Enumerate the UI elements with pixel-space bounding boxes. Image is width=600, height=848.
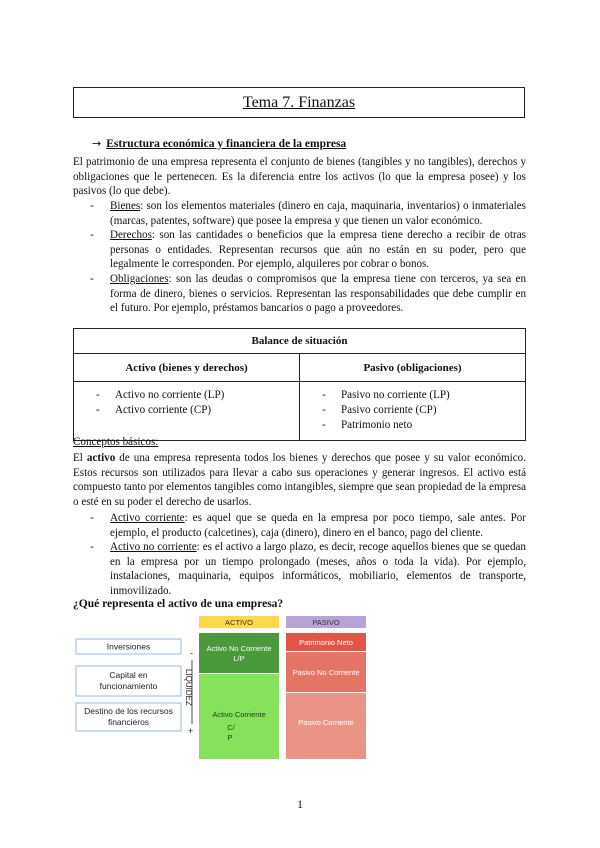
definition-text: quedan en la empresa por un tiempo prolongado (meses, años o toda la vida). Por bbox=[110, 541, 526, 568]
definition-text: que legalmente le corresponden. Por ejemplo, alquileres por cobrar o bonos. bbox=[110, 243, 526, 271]
balance-table bbox=[73, 328, 526, 441]
destino-label: financieros bbox=[107, 717, 150, 727]
cell-text: Pasivo corriente (CP) bbox=[341, 404, 437, 416]
pasivo-corriente-label: Pasivo Corriente bbox=[298, 718, 354, 727]
paragraph-text: El bbox=[73, 452, 87, 464]
balance-table-title: Balance de situación bbox=[74, 329, 526, 354]
concepts-heading: Conceptos básicos: bbox=[73, 436, 159, 448]
definition-text: : es el activo a largo plazo, es decir, recoge aquellos bienes que se bbox=[196, 541, 491, 554]
definition-term: Bienes bbox=[110, 200, 141, 212]
activo-no-corriente-label: Activo No Corriente bbox=[206, 644, 272, 653]
definition-text: cumplir en el futuro. Por ejemplo, préstamos bancarios o pago a proveedores. bbox=[110, 287, 526, 315]
definition-text: ejemplo, instalaciones, maquinaria, equipos informáticos, mobiliario, elementos de bbox=[110, 555, 526, 583]
definition-text: : son las deudas o compromisos que la empresa tiene con terceros, ya sea bbox=[168, 272, 512, 285]
paragraph-text: ingresos. El activo está compuesto tanto por elementos tangibles como intangibles, siempre bbox=[73, 466, 526, 494]
patrimonio-neto-label: Patrimonio Neto bbox=[299, 638, 353, 647]
list-item: - Patrimonio neto bbox=[322, 419, 413, 431]
arrow-right-icon: → bbox=[92, 137, 102, 150]
list-item: - Pasivo no corriente (LP) bbox=[322, 389, 450, 401]
definition-text: : son los elementos materiales (dinero en caja, maquinaria, inventarios) o bbox=[140, 200, 469, 212]
definition-text: ejemplo, el producto (calcetines), caja (dinero), dinero en el banco, pago del cliente. bbox=[110, 526, 484, 539]
section-heading bbox=[92, 137, 346, 150]
paragraph-text: económico. Estos recursos son utilizados para llevar a cabo sus operaciones y generar bbox=[73, 452, 527, 479]
list-item: - Activo no corriente: es el activo a largo plazo, es decir, recoge aquellos bienes que se quedan en la empresa por un tiempo prolongado (meses, años o toda la vida). Por ejemplo, instalaciones, maquinaria, equipos informáticos, mobiliario, elementos de transporte, inmovilizado. bbox=[90, 541, 526, 597]
intro-paragraph bbox=[73, 155, 526, 199]
activo-word: activo bbox=[86, 452, 116, 464]
definition-term: Obligaciones bbox=[110, 272, 169, 285]
pasivo-column-header: Pasivo (obligaciones) bbox=[300, 354, 526, 382]
list-item: - Obligaciones: son las deudas o compromisos que la empresa tiene con terceros, ya sea en forma de dinero, bienes o servicios. Representan las responsabilidades que debe cumplir en el futuro. Por ejemplo, préstamos bancarios o pago a proveedores. bbox=[90, 272, 526, 315]
pasivo-no-corriente-label: Pasivo No Corriente bbox=[292, 668, 360, 677]
list-item: - Activo corriente (CP) bbox=[96, 404, 212, 416]
paragraph-text: de una empresa representa todos los bienes y derechos que posee y su valor bbox=[115, 452, 471, 464]
pasivo-header-label: PASIVO bbox=[312, 618, 340, 627]
definition-text: : son las cantidades o beneficios que la empresa tiene derecho a recibir de bbox=[151, 229, 500, 242]
activo-no-corriente-block bbox=[199, 633, 279, 673]
activo-no-corriente-label: L/P bbox=[233, 654, 245, 663]
question-heading: ¿Qué representa el activo de una empresa? bbox=[73, 598, 284, 610]
definition-term: Activo no corriente bbox=[110, 541, 197, 554]
definition-text: en forma de dinero, bienes o servicios. Representan las responsabilidades que debe bbox=[110, 272, 526, 300]
paragraph-text: que sean propiedad de la empresa o esté en su poder el derecho de usarlos. bbox=[73, 481, 526, 508]
activo-pasivo-diagram bbox=[73, 614, 373, 764]
cell-text: Patrimonio neto bbox=[341, 419, 413, 431]
intro-line: derechos y obligaciones que le pertenecen. Es la diferencia entre los activos (lo que la bbox=[73, 156, 527, 183]
definition-term: Derechos bbox=[110, 229, 152, 242]
list-item: - Bienes: son los elementos materiales (dinero en caja, maquinaria, inventarios) o inmateriales (marcas, patentes, software) que posee la empresa y que tienen un valor económico. bbox=[90, 200, 526, 227]
minus-sign: - bbox=[190, 648, 193, 658]
cell-text: Activo no corriente (LP) bbox=[115, 389, 225, 401]
list-item: - Pasivo corriente (CP) bbox=[322, 404, 437, 416]
activo-corriente-label: P bbox=[227, 733, 233, 742]
cell-text: Pasivo no corriente (LP) bbox=[341, 389, 450, 401]
definition-text: transporte, inmovilizado. bbox=[110, 570, 526, 597]
list-item: - Activo no corriente (LP) bbox=[96, 389, 225, 401]
liquidez-label: LIQUIDEZ bbox=[184, 669, 193, 706]
intro-line: empresa posee) y los pasivos (lo que debe). bbox=[73, 170, 526, 198]
activo-corriente-label: Activo Corriente bbox=[212, 710, 266, 719]
definition-text: otras personas o entidades. Representan recursos que aún no están en su poder, pero bbox=[110, 229, 526, 256]
pasivo-cell bbox=[300, 382, 526, 441]
definitions-list bbox=[73, 199, 526, 316]
intro-line: El patrimonio de una empresa representa el conjunto de bienes (tangibles y no tangibles), bbox=[73, 156, 475, 168]
definition-text: económico. bbox=[430, 214, 483, 227]
plus-sign: + bbox=[188, 726, 194, 736]
page-title: Tema 7. Finanzas bbox=[242, 93, 356, 111]
section-heading-text: Estructura económica y financiera de la empresa bbox=[106, 137, 347, 150]
activo-types-list bbox=[73, 511, 526, 599]
cell-text: Activo corriente (CP) bbox=[115, 404, 212, 416]
definition-term: Activo corriente bbox=[110, 512, 185, 524]
activo-column-header: Activo (bienes y derechos) bbox=[74, 354, 300, 382]
capital-label: funcionamiento bbox=[99, 681, 158, 691]
destino-label: Destino de los recursos bbox=[84, 706, 173, 716]
definition-text: inmateriales (marcas, patentes, software) que posee la empresa y que tienen un valor bbox=[110, 200, 526, 227]
title-box bbox=[73, 87, 525, 118]
activo-cell bbox=[74, 382, 300, 441]
page-number: 1 bbox=[297, 797, 303, 811]
activo-header-label: ACTIVO bbox=[225, 618, 253, 627]
inversiones-label: Inversiones bbox=[106, 641, 151, 652]
list-item: - Derechos: son las cantidades o beneficios que la empresa tiene derecho a recibir de otras personas o entidades. Representan recursos que aún no están en su poder, pero que legalmente le corresponden. Por ejemplo, alquileres por cobrar o bonos. bbox=[90, 229, 526, 271]
list-item: - Activo corriente: es aquel que se queda en la empresa por poco tiempo, sale antes. Por ejemplo, el producto (calcetines), caja (dinero), dinero en el banco, pago del cliente. bbox=[90, 512, 526, 539]
definition-text: : es aquel que se queda en la empresa por poco tiempo, sale antes. Por bbox=[184, 512, 526, 524]
activo-paragraph bbox=[73, 451, 526, 509]
activo-corriente-label: C/ bbox=[227, 723, 235, 732]
capital-label: Capital en bbox=[109, 670, 148, 680]
